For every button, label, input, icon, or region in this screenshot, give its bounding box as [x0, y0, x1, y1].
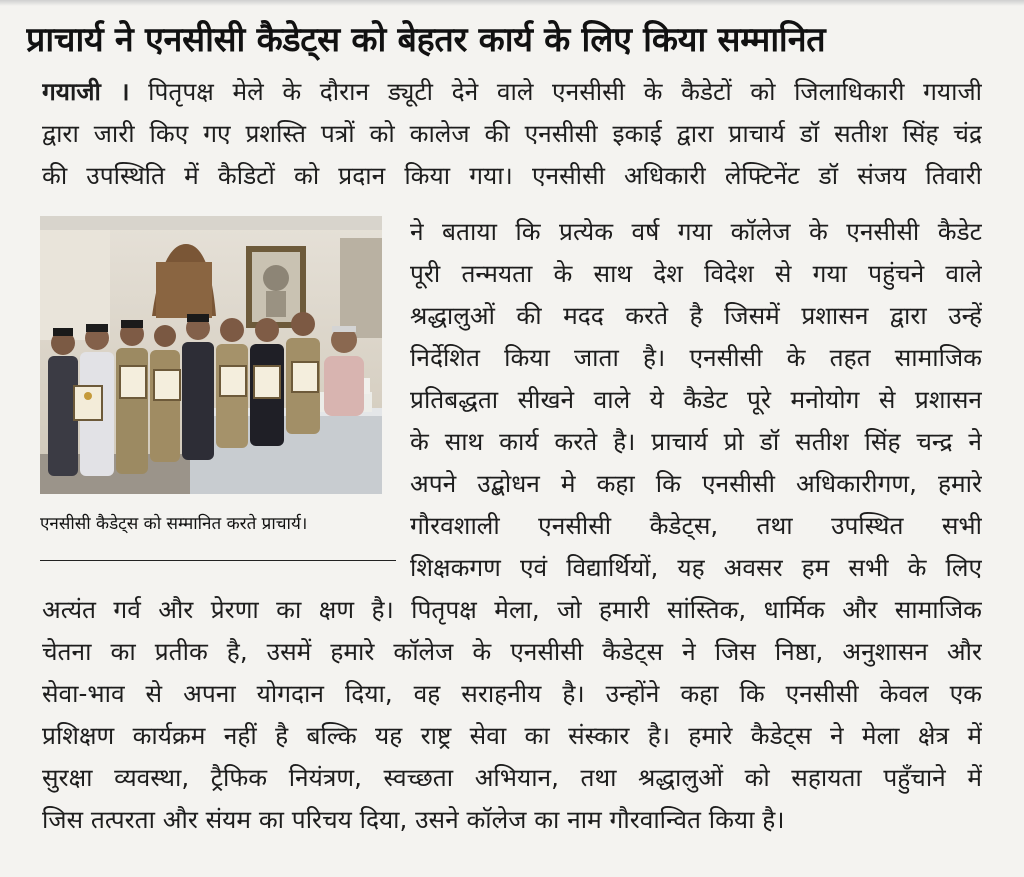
article-line: गौरवशाली एनसीसी कैडेट्स, तथा उपस्थित सभी — [410, 511, 982, 540]
article-line: जिस तत्परता और संयम का परिचय दिया, उसने कॉलेज का नाम गौरवान्वित किया है। — [42, 805, 785, 834]
caption-rule — [40, 560, 396, 561]
article-line: सेवा-भाव से अपना योगदान दिया, वह सराहनीय है। उन्होंने कहा कि एनसीसी केवल एक — [42, 679, 982, 708]
article-line: द्वारा जारी किए गए प्रशस्ति पत्रों को कालेज की एनसीसी इकाई द्वारा प्राचार्य डॉ सतीश सिंह चंद्र — [42, 119, 982, 148]
article-line: अत्यंत गर्व और प्रेरणा का क्षण है। पितृपक्ष मेला, जो हमारी सांस्तिक, धार्मिक और सामाजिक — [42, 595, 982, 624]
photo-caption: एनसीसी कैडेट्स को सम्मानित करते प्राचार्य। — [40, 514, 308, 534]
article-line: ने बताया कि प्रत्येक वर्ष गया कॉलेज के एनसीसी कैडेट — [410, 217, 982, 246]
article-line: अपने उद्बोधन मे कहा कि एनसीसी अधिकारीगण, हमारे — [410, 469, 982, 498]
dateline: गयाजी । — [42, 77, 130, 106]
article-line: प्रशिक्षण कार्यक्रम नहीं है बल्कि यह राष्ट्र सेवा का संस्कार है। हमारे कैडेट्स ने मेला क्षेत्र में — [42, 721, 982, 750]
article-line: की उपस्थिति में कैडिटों को प्रदान किया गया। एनसीसी अधिकारी लेफ्टिनेंट डॉ संजय तिवारी — [42, 161, 982, 190]
article-line: सुरक्षा व्यवस्था, ट्रैफिक नियंत्रण, स्वच्छता अभियान, तथा श्रद्धालुओं को सहायता पहुँचाने में — [42, 763, 982, 792]
cadets-group-photo — [40, 216, 382, 494]
article-line: शिक्षकगण एवं विद्यार्थियों, यह अवसर हम सभी के लिए — [410, 553, 982, 582]
article-line — [42, 72, 982, 112]
article-line: प्रतिबद्धता सीखने वाले ये कैडेट पूरे मनोयोग से प्रशासन — [410, 385, 982, 414]
article-line: के साथ कार्य करते है। प्राचार्य प्रो डॉ सतीश सिंह चन्द्र ने — [410, 427, 982, 456]
article-line: श्रद्धालुओं की मदद करते है जिसमें प्रशासन द्वारा उन्हें — [410, 301, 982, 330]
previous-article-strip — [0, 0, 1024, 6]
headline: प्राचार्य ने एनसीसी कैडेट्स को बेहतर कार्य के लिए किया सम्मानित — [26, 20, 826, 60]
news-photo — [40, 216, 382, 494]
article-line: चेतना का प्रतीक है, उसमें हमारे कॉलेज के एनसीसी कैडेट्स ने जिस निष्ठा, अनुशासन और — [42, 637, 982, 666]
article-line-text: पितृपक्ष मेले के दौरान ड्यूटी देने वाले एनसीसी के कैडेटों को जिलाधिकारी गयाजी — [148, 77, 982, 106]
article-line: पूरी तन्मयता के साथ देश विदेश से गया पहुंचने वाले — [410, 259, 982, 288]
article-line: निर्देशित किया जाता है। एनसीसी के तहत सामाजिक — [410, 343, 982, 372]
